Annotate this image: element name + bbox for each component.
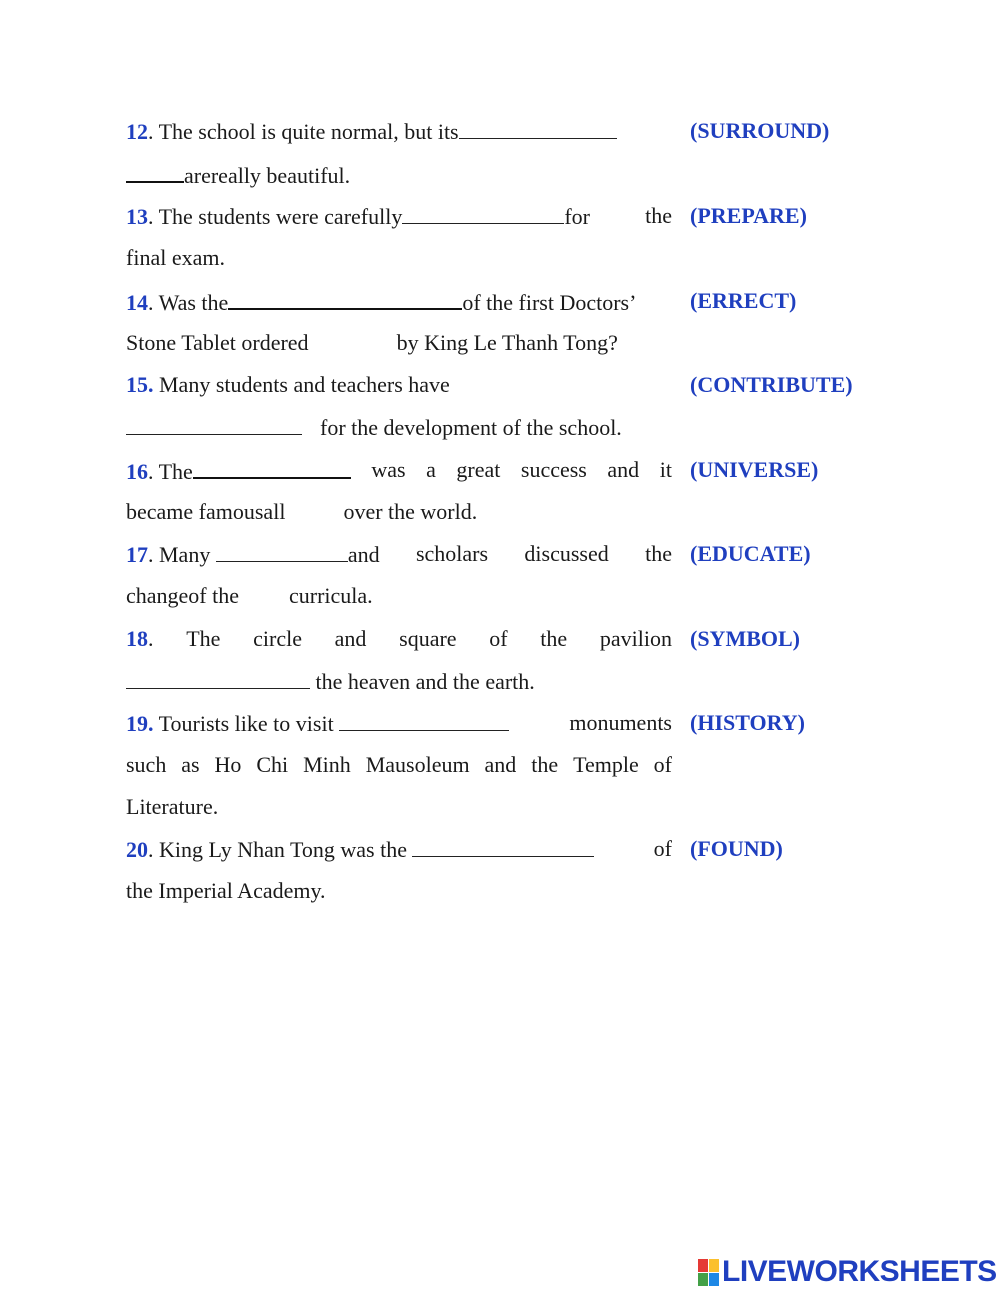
- question-17-line-1: 17. Many and scholars discussed the: [126, 541, 672, 567]
- question-15-line-2: for the development of the school.: [126, 414, 622, 441]
- question-number: 12: [126, 119, 148, 144]
- brand-name: LIVEWORKSHEETS: [722, 1255, 997, 1288]
- question-16-line-1: 16. The was a great success and it: [126, 457, 672, 484]
- question-14-line-1: 14. Was the of the first Doctors’: [126, 290, 637, 315]
- question-13-line-1: 13. The students were carefully for the: [126, 203, 672, 229]
- word-hint-prepare: (PREPARE): [690, 203, 807, 228]
- question-18-line-1: 18. The circle and square of the pavilion: [126, 626, 672, 651]
- question-number: 20: [126, 837, 148, 862]
- answer-blank[interactable]: [339, 710, 509, 731]
- question-12-line-2: arereally beautiful.: [126, 161, 350, 189]
- answer-blank[interactable]: [126, 414, 302, 435]
- question-17-line-2: changeof the curricula.: [126, 583, 373, 608]
- answer-blank[interactable]: [216, 541, 348, 562]
- question-12-line-1: 12. The school is quite normal, but its: [126, 118, 617, 145]
- question-18-line-2: the heaven and the earth.: [126, 668, 535, 695]
- question-15-line-1: 15. Many students and teachers have: [126, 372, 450, 397]
- question-19-line-3: Literature.: [126, 794, 219, 819]
- question-16-line-2: became famousall over the world.: [126, 499, 478, 524]
- question-19-line-2: such as Ho Chi Minh Mausoleum and the Temple of: [126, 752, 672, 777]
- question-number: 15.: [126, 372, 154, 397]
- answer-blank[interactable]: [126, 668, 310, 689]
- answer-blank[interactable]: [193, 457, 351, 479]
- question-20-line-2: the Imperial Academy.: [126, 878, 326, 903]
- word-hint-contribute: (CONTRIBUTE): [690, 372, 853, 397]
- question-19-line-1: 19. Tourists like to visit monuments: [126, 710, 672, 736]
- answer-blank[interactable]: [126, 161, 184, 183]
- word-hint-educate: (EDUCATE): [690, 541, 811, 566]
- question-number: 16: [126, 459, 148, 484]
- answer-blank[interactable]: [402, 203, 564, 224]
- question-13-line-2: final exam.: [126, 245, 225, 270]
- question-number: 19.: [126, 711, 154, 736]
- word-hint-universe: (UNIVERSE): [690, 457, 819, 482]
- liveworksheets-logo[interactable]: [698, 1255, 997, 1289]
- answer-blank[interactable]: [412, 836, 594, 857]
- question-number: 18: [126, 626, 148, 651]
- answer-blank[interactable]: [459, 118, 617, 139]
- word-hint-symbol: (SYMBOL): [690, 626, 800, 651]
- word-hint-history: (HISTORY): [690, 710, 805, 735]
- question-14-line-2: Stone Tablet ordered by King Le Thanh Tong?: [126, 330, 618, 355]
- word-hint-found: (FOUND): [690, 836, 783, 861]
- question-20-line-1: 20. King Ly Nhan Tong was the of: [126, 836, 672, 862]
- question-number: 13: [126, 204, 148, 229]
- word-hint-errect: (ERRECT): [690, 288, 797, 313]
- word-hint-surround: (SURROUND): [690, 118, 830, 143]
- question-number: 14: [126, 290, 148, 315]
- answer-blank[interactable]: [228, 288, 462, 310]
- question-number: 17: [126, 542, 148, 567]
- liveworksheets-logo-icon: [698, 1259, 718, 1285]
